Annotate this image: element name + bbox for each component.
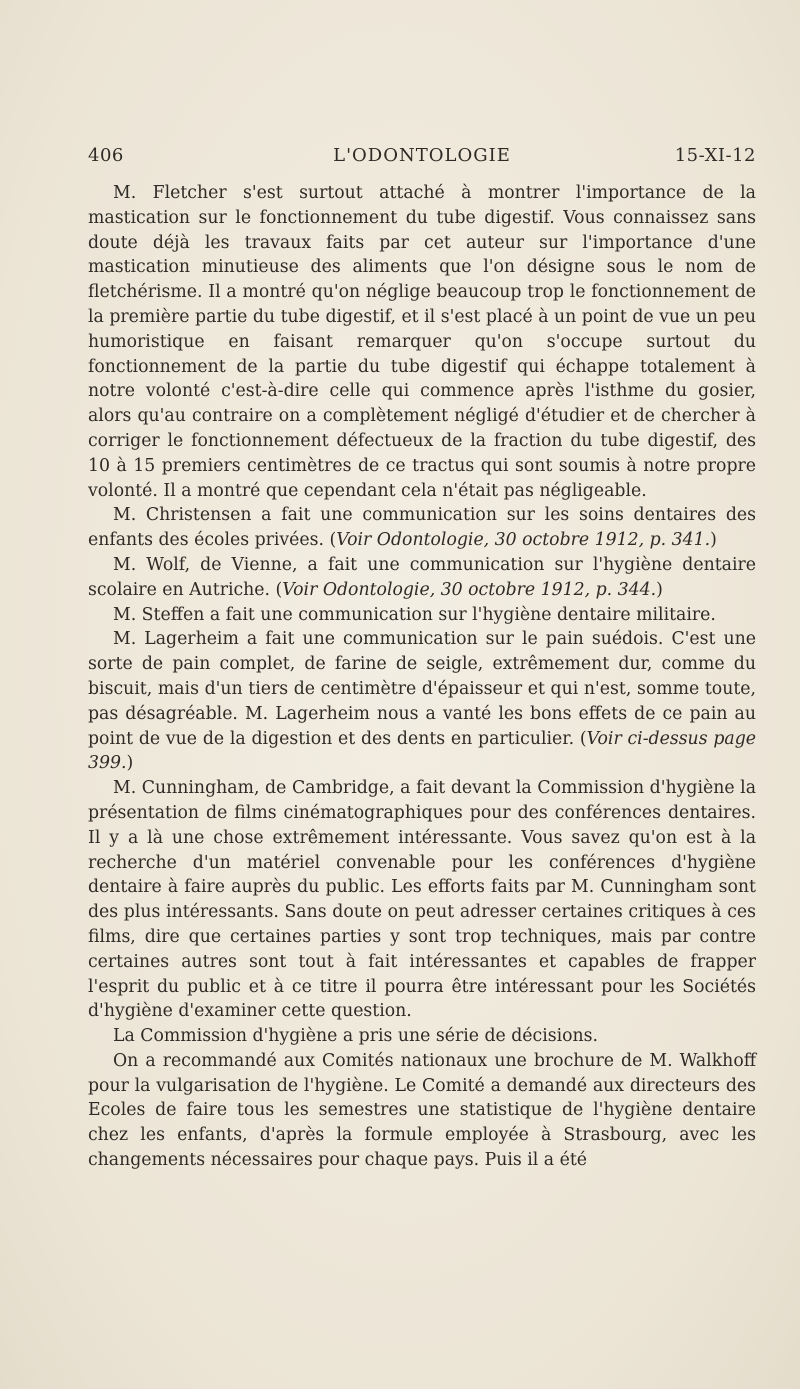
paragraph-christensen: M. Christensen a fait une communication sur les soins dentaires des enfants des écoles privées. (Voir Odontologie, 30 octobre 1912, p. 341.) (88, 505, 756, 551)
paragraph-walkhoff: On a recommandé aux Comités nationaux une brochure de M. Walkhoff pour la vulgarisation de l'hygiène. Le Comité a demandé aux directeurs des Ecoles de faire tous les semestres une statistique de l'hygiène dentaire chez les enfants, d'après la formule employée à Strasbourg, avec les changements nécessaires pour chaque pays. Puis il a été (88, 1050, 756, 1171)
paragraph-wolf: M. Wolf, de Vienne, a fait une communication sur l'hygiène dentaire scolaire en Autriche. (Voir Odontologie, 30 octobre 1912, p. 344.) (88, 554, 756, 600)
reference: Voir Odontologie, 30 octobre 1912, p. 341. (336, 530, 711, 551)
paragraph-fletcher: M. Fletcher s'est surtout attaché à montrer l'importance de la mastication sur le fonctionnement du tube digestif. Vous connaissez sans doute déjà les travaux faits par cet auteur sur l'importance d'une mastication minutieuse des aliments que l'on désigne sous le nom de fletchérisme. Il a montré qu'on néglige beaucoup trop le fonctionnement de la première partie du tube digestif, et il s'est placé à un point de vue un peu humoristique en faisant remarquer qu'on s'occupe surtout du fonctionnement de la partie du tube digestif qui échappe totalement à notre volonté c'est-à-dire celle qui commence après l'isthme du gosier, alors qu'au contraire on a complètement négligé d'étudier et de chercher à corriger le fonctionnement défectueux de la fraction du tube digestif, des 10 à 15 premiers centimètres de ce tractus qui sont soumis à notre propre volonté. Il a montré que cependant cela n'était pas négligeable. (88, 183, 756, 501)
paragraph-lagerheim: M. Lagerheim a fait une communication sur le pain suédois. C'est une sorte de pain complet, de farine de seigle, extrêmement dur, comme du biscuit, mais d'un tiers de centimètre d'épaisseur et qui n'est, somme toute, pas désagréable. M. Lagerheim nous a vanté les bons effets de ce pain au point de vue de la digestion et des dents en particulier. (Voir ci-dessus page 399.) (88, 629, 756, 774)
journal-title: L'ODONTOLOGIE (333, 145, 511, 166)
reference: Voir ci-dessus page 399. (88, 728, 756, 774)
issue-date: 15-XI-12 (674, 145, 756, 166)
body-text (88, 181, 756, 1173)
running-head (88, 145, 756, 173)
paragraph-commission: La Commission d'hygiène a pris une série de décisions. (113, 1026, 599, 1047)
page-number: 406 (88, 145, 124, 166)
paragraph-steffen: M. Steffen a fait une communication sur l'hygiène dentaire militaire. (113, 604, 716, 625)
reference: Voir Odontologie, 30 octobre 1912, p. 344. (282, 579, 657, 600)
paragraph-cunningham: M. Cunningham, de Cambridge, a fait devant la Commission d'hygiène la présentation de films cinématographiques pour des conférences dentaires. Il y a là une chose extrêmement intéressante. Vous savez qu'on est à la recherche d'un matériel convenable pour les conférences d'hygiène dentaire à faire auprès du public. Les efforts faits par M. Cunningham sont des plus intéressants. Sans doute on peut adresser certaines critiques à ces films, dire que certaines parties y sont trop techniques, mais par contre certaines autres sont tout à fait intéressantes et capables de frapper l'esprit du public et à ce titre il pourra être intéressant pour les Sociétés d'hygiène d'examiner cette question. (88, 778, 756, 1022)
